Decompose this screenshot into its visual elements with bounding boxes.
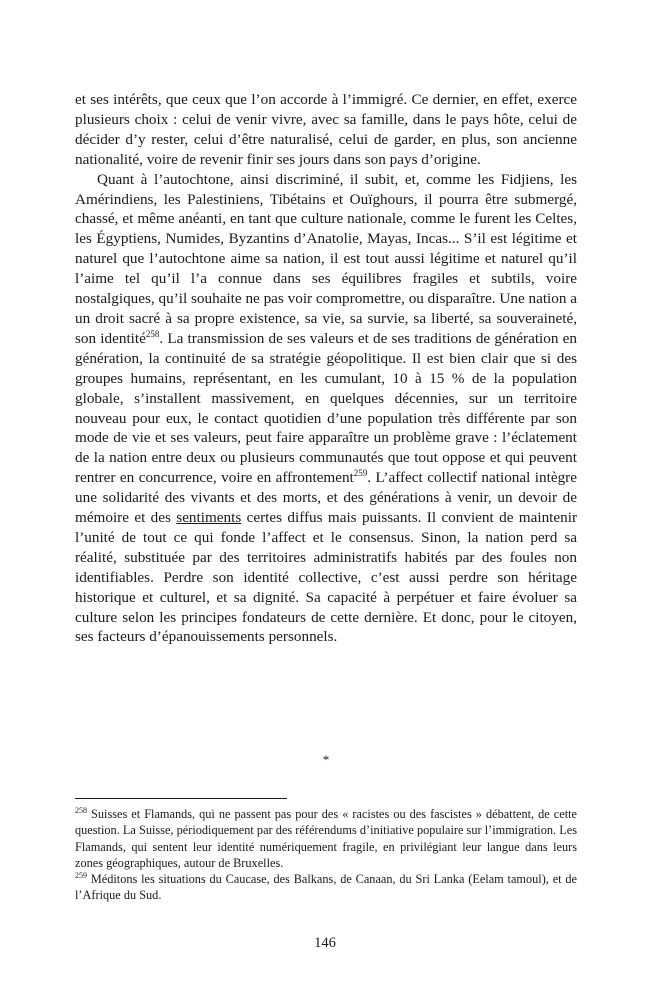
page-body [75,90,577,767]
footnote-259 [75,871,577,904]
underlined-word: sentiments [176,509,242,527]
footnote-258 [75,806,577,871]
footnotes [75,806,577,904]
section-separator: * [322,752,330,767]
paragraph-text: . La transmission de ses valeurs et de ses traditions de génération en génération, la continuité de sa stratégie géopolitique. Il est bien clair que si des groupes humains, représentant, en les cumulant, 10 à 15 % de la population globale, s’installent massivement, en quelques décennies, sur un territoire nouveau pour eux, le contact quotidien d’une population très différente par son mode de vie et ses valeurs, peut faire apparaître un problème grave : l’éclatement de la nation entre deux ou plusieurs communautés que tout oppose et qui peuvent rentrer en concurrence, voire en affrontement [75,329,577,487]
paragraph-text: Quant à l’autochtone, ainsi discriminé, il subit, et, comme les Fidjiens, les Amérindiens, les Palestiniens, Tibétains et Ouïghours, il pourra être submergé, chassé, et même anéanti, en tant que culture nationale, comme le furent les Celtes, les Égyptiens, Numides, Byzantins d’Anatolie, Mayas, Incas... S’il est légitime et naturel que l’autochtone aime sa nation, il est tout aussi légitime et naturel qu’il l’aime tel qu’il l’a connue dans ses équilibres fragiles et subtils, voire nostalgiques, qu’il souhaite ne pas voir compromettre, ou disparaître. Une nation a un droit sacré à sa propre existence, sa vie, sa survie, sa liberté, sa souveraineté, son identité [75,170,577,347]
footnote-ref-259[interactable]: 259 [353,468,368,479]
paragraph [75,170,577,648]
paragraph-text: . L’affect collectif national intègre une solidarité des vivants et des morts, et des générations à venir, un devoir de mémoire et des [75,469,577,527]
page-number: 146 [314,935,336,951]
footnote-ref-258[interactable]: 258 [145,328,160,339]
paragraph-text: et ses intérêts, que ceux que l’on accorde à l’immigré. Ce dernier, en effet, exerce plusieurs choix : celui de venir vivre, avec sa famille, dans le pays hôte, celui de décider d’y rester, celui d’être naturalisé, celui de garder, en plus, son ancienne nationalité, voire de revenir finir ses jours dans son pays d’origine. [75,91,577,168]
footnote-rule [75,798,287,799]
footnote-marker: 259 [75,871,87,881]
footnote-marker: 258 [75,805,87,815]
footnote-text: Suisses et Flamands, qui ne passent pas pour des « racistes ou des fascistes » débattent, de cette question. La Suisse, périodiquement par des référendums d’initiative populaire sur l’immigration. Les Flamands, qui sentent leur identité numériquement fragile, en privilégiant leur langue dans leurs zones géographiques, autour de Bruxelles. [75,807,577,870]
paragraph [75,90,577,170]
paragraph-text: certes diffus mais puissants. Il convient de maintenir l’unité de tout ce qui fonde l’affect et le consensus. Sinon, la nation perd sa réalité, substituée par des territoires administratifs habités par des foules non identifiables. Perdre son identité collective, c’est aussi perdre son héritage historique et culturel, et sa dignité. Sa capacité à perpétuer et faire évoluer sa culture selon les principes fondateurs de cette dernière. Et donc, pour le citoyen, ses facteurs d’épanouissements personnels. [75,509,577,646]
footnote-text: Méditons les situations du Caucase, des Balkans, de Canaan, du Sri Lanka (Eelam tamoul), et de l’Afrique du Sud. [75,872,577,903]
